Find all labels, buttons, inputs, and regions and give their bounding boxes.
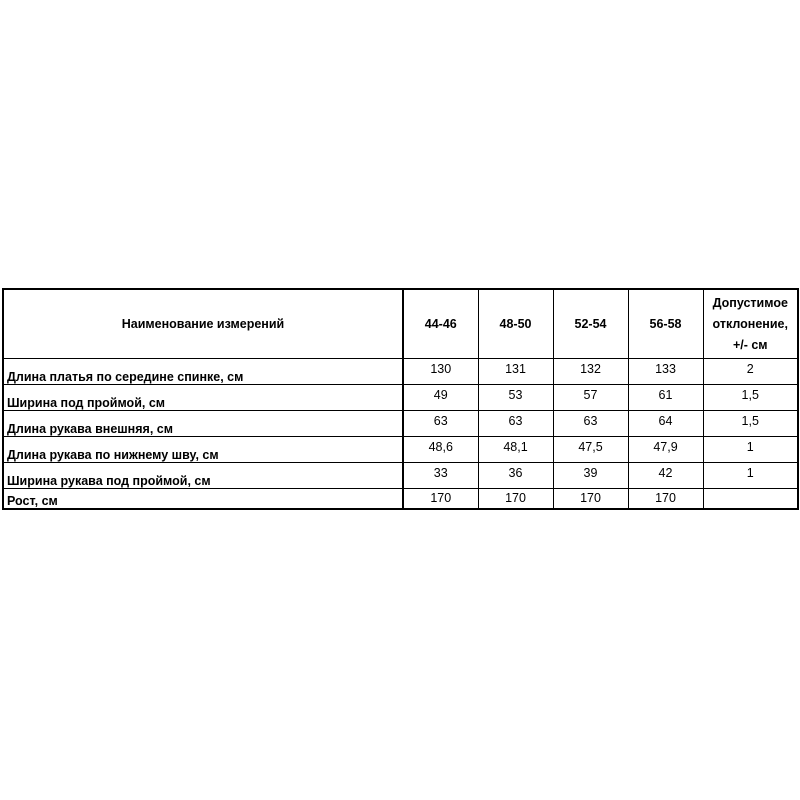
table-cell: 170	[553, 489, 628, 509]
row-label: Длина рукава внешняя, см	[3, 411, 403, 437]
table-cell: 49	[403, 385, 478, 411]
tolerance-cell: 1	[703, 463, 798, 489]
header-size-56-58: 56-58	[628, 289, 703, 359]
table-cell: 63	[553, 411, 628, 437]
tolerance-cell: 2	[703, 359, 798, 385]
table-cell: 48,1	[478, 437, 553, 463]
table-header-row	[3, 289, 798, 359]
table-cell: 170	[403, 489, 478, 509]
table-cell: 132	[553, 359, 628, 385]
table-cell: 53	[478, 385, 553, 411]
row-label: Ширина рукава под проймой, см	[3, 463, 403, 489]
table-row	[3, 463, 798, 489]
header-measurement-name: Наименование измерений	[3, 289, 403, 359]
row-label: Длина платья по середине спинке, см	[3, 359, 403, 385]
table-row	[3, 359, 798, 385]
table-cell: 170	[478, 489, 553, 509]
table-cell: 131	[478, 359, 553, 385]
table-cell: 42	[628, 463, 703, 489]
header-size-52-54: 52-54	[553, 289, 628, 359]
table-cell: 47,9	[628, 437, 703, 463]
tolerance-cell: 1	[703, 437, 798, 463]
table-row	[3, 437, 798, 463]
tolerance-cell: 1,5	[703, 385, 798, 411]
table-cell: 63	[403, 411, 478, 437]
header-tolerance: Допустимое отклонение, +/- см	[703, 289, 798, 359]
table-cell: 170	[628, 489, 703, 509]
table-cell: 57	[553, 385, 628, 411]
table-row	[3, 385, 798, 411]
table-row	[3, 411, 798, 437]
table-cell: 39	[553, 463, 628, 489]
table-cell: 48,6	[403, 437, 478, 463]
table-cell: 61	[628, 385, 703, 411]
table-row	[3, 489, 798, 509]
table-cell: 33	[403, 463, 478, 489]
table-cell: 36	[478, 463, 553, 489]
table-cell: 47,5	[553, 437, 628, 463]
row-label: Ширина под проймой, см	[3, 385, 403, 411]
tolerance-cell: 1,5	[703, 411, 798, 437]
header-size-44-46: 44-46	[403, 289, 478, 359]
header-size-48-50: 48-50	[478, 289, 553, 359]
row-label: Длина рукава по нижнему шву, см	[3, 437, 403, 463]
table-cell: 63	[478, 411, 553, 437]
table-cell: 130	[403, 359, 478, 385]
size-measurements-table	[2, 288, 799, 510]
row-label: Рост, см	[3, 489, 403, 509]
table-cell: 133	[628, 359, 703, 385]
tolerance-cell	[703, 489, 798, 509]
table-cell: 64	[628, 411, 703, 437]
